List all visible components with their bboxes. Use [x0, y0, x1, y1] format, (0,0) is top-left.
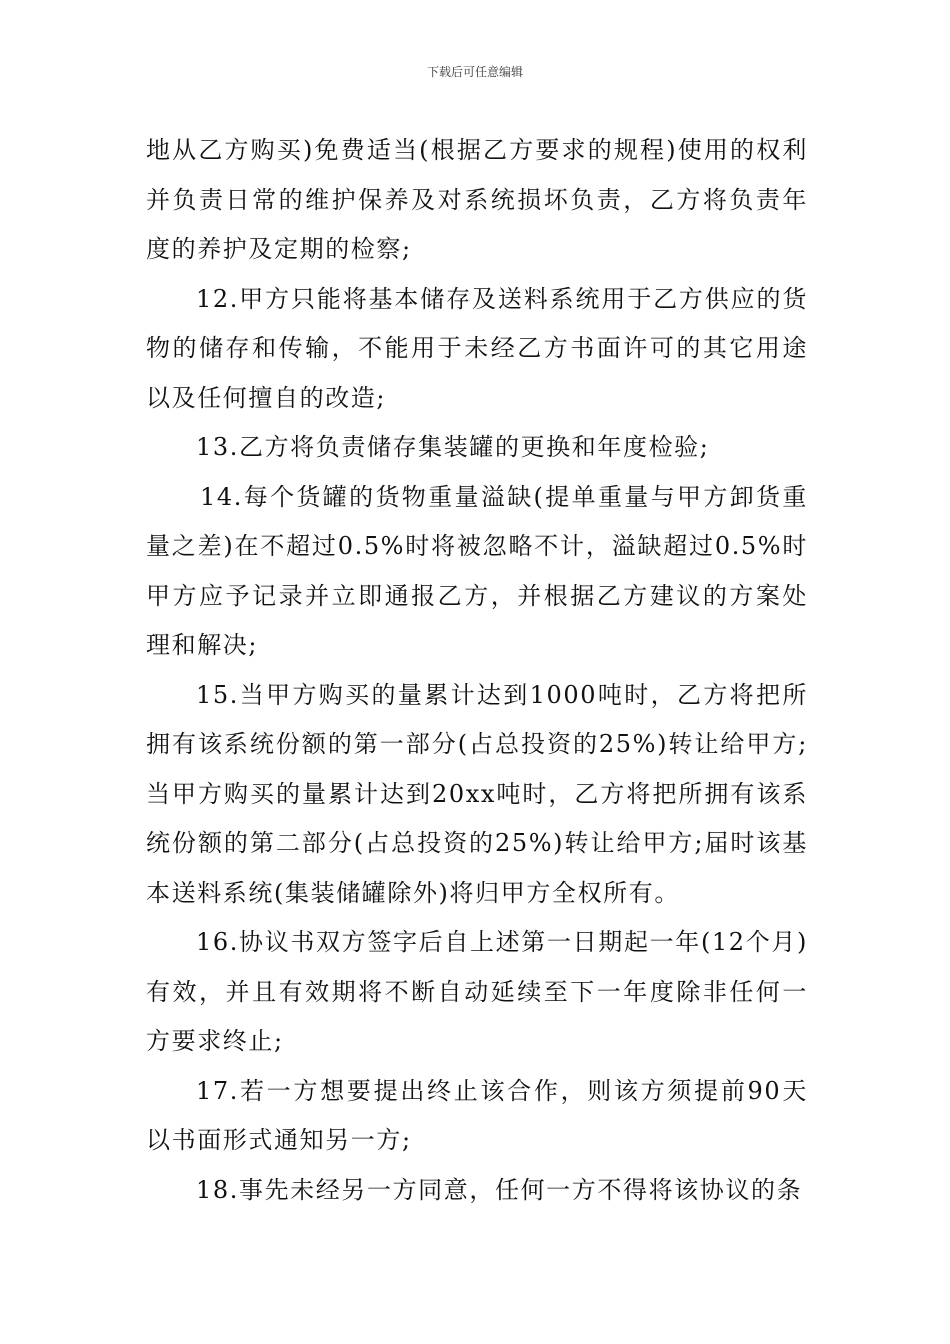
clause-15: 15.当甲方购买的量累计达到1000吨时，乙方将把所拥有该系统份额的第一部分(占总投资的25%)转让给甲方;当甲方购买的量累计达到20xx吨时，乙方将把所拥有该系统份额的第二部分(占总投资的25%)转让给甲方;届时该基本送料系统(集装储罐除外)将归甲方全权所有。: [146, 680, 808, 907]
clause-18: 18.事先未经另一方同意，任何一方不得将该协议的条: [196, 1175, 803, 1204]
clause-16: 16.协议书双方签字后自上述第一日期起一年(12个月)有效，并且有效期将不断自动延续至下一年度除非任何一方要求终止;: [146, 928, 808, 1055]
clause-17: 17.若一方想要提出终止该合作，则该方须提前90天以书面形式通知另一方;: [146, 1076, 808, 1154]
clause-13: 13.乙方将负责储存集装罐的更换和年度检验;: [196, 433, 710, 461]
clause-12: 12.甲方只能将基本储存及送料系统用于乙方供应的货物的储存和传输，不能用于未经乙方书面许可的其它用途以及任何擅自的改造;: [146, 284, 808, 412]
clause-14: 14.每个货罐的货物重量溢缺(提单重量与甲方卸货重量之差)在不超过0.5%时将被忽略不计，溢缺超过0.5%时甲方应予记录并立即通报乙方，并根据乙方建议的方案处理和解决;: [146, 482, 808, 659]
page-header: 下载后可任意编辑: [426, 65, 523, 79]
paragraph-continuation: 地从乙方购买)免费适当(根据乙方要求的规程)使用的权利并负责日常的维护保养及对系统损坏负责，乙方将负责年度的养护及定期的检察;: [146, 136, 808, 263]
document-body: [146, 126, 808, 1215]
